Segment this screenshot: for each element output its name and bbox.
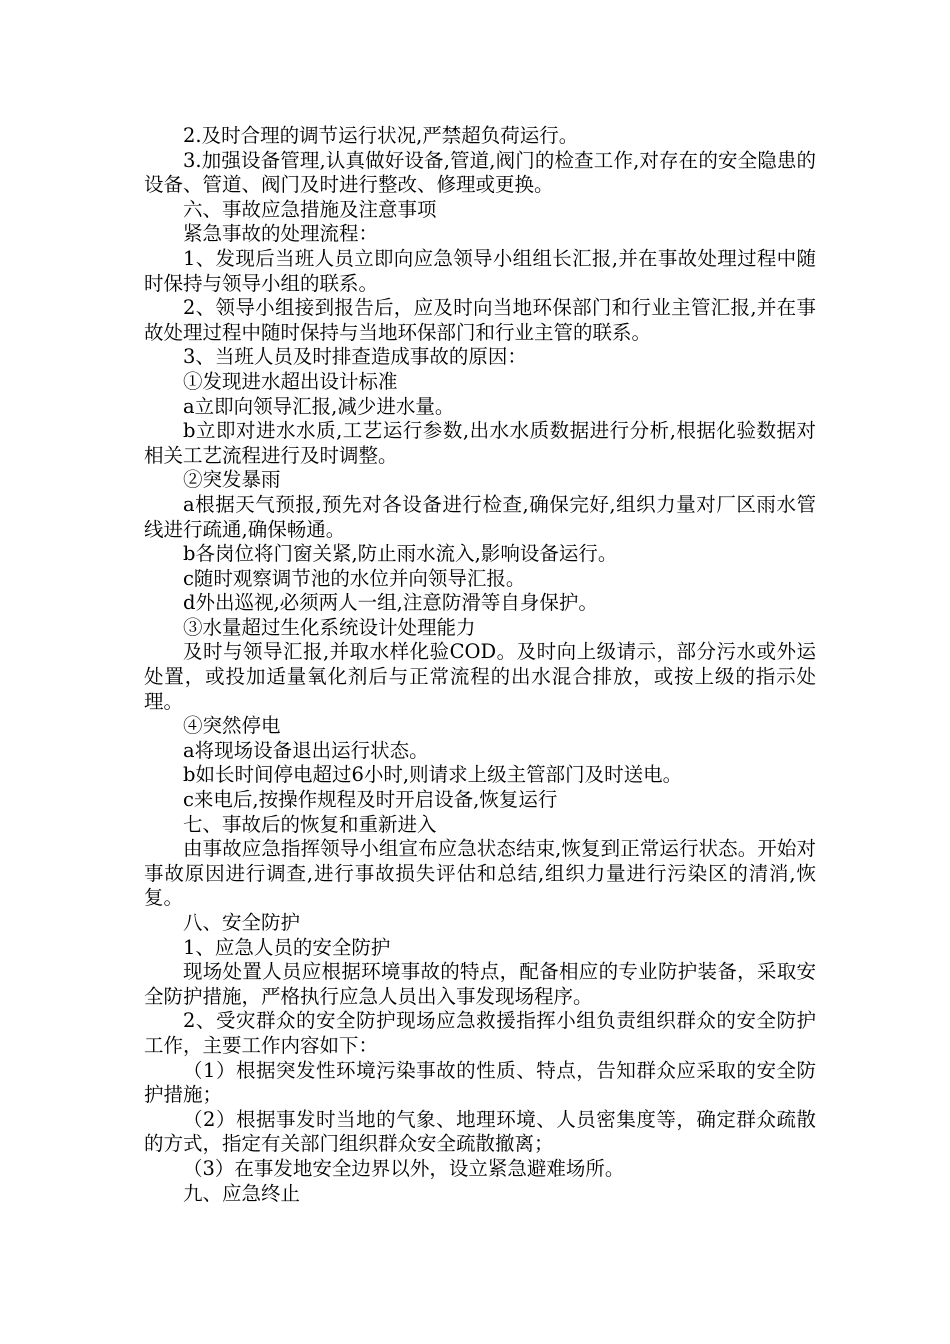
paragraph: 2、受灾群众的安全防护现场应急救援指挥小组负责组织群众的安全防护工作，主要工作内容如下： (144, 1009, 816, 1057)
paragraph: 现场处置人员应根据环境事故的特点，配备相应的专业防护装备，采取安全防护措施，严格执行应急人员出入事发现场程序。 (144, 960, 816, 1008)
paragraph: 3、当班人员及时排查造成事故的原因： (183, 345, 527, 369)
paragraph: c来电后,按操作规程及时开启设备,恢复运行 (183, 788, 558, 812)
paragraph: b如长时间停电超过6小时,则请求上级主管部门及时送电。 (183, 763, 683, 787)
paragraph: 及时与领导汇报,并取水样化验COD。及时向上级请示，部分污水或外运处置，或投加适量氧化剂后与正常流程的出水混合排放，或按上级的指示处理。 (144, 640, 816, 713)
subheading: ②突发暴雨 (183, 468, 281, 492)
paragraph: a立即向领导汇报,减少进水量。 (183, 394, 455, 418)
section-heading: 九、应急终止 (183, 1181, 301, 1205)
subheading: 1、应急人员的安全防护 (183, 935, 391, 959)
section-heading: 七、事故后的恢复和重新进入 (183, 812, 437, 836)
paragraph: a将现场设备退出运行状态。 (183, 738, 429, 762)
paragraph: （2）根据事发时当地的气象、地理环境、人员密集度等，确定群众疏散的方式，指定有关部门组织群众安全疏散撤离； (144, 1107, 816, 1156)
section-heading: 六、事故应急措施及注意事项 (183, 197, 437, 221)
paragraph: c随时观察调节池的水位并向领导汇报。 (183, 566, 526, 590)
paragraph: d外出巡视,必须两人一组,注意防滑等自身保护。 (183, 591, 598, 615)
section-heading: 八、安全防护 (183, 911, 301, 934)
paragraph: 由事故应急指挥领导小组宣布应急状态结束,恢复到正常运行状态。开始对事故原因进行调查,进行事故损失评估和总结,组织力量进行污染区的清消,恢复。 (144, 837, 816, 910)
paragraph: b各岗位将门窗关紧,防止雨水流入,影响设备运行。 (183, 542, 618, 566)
subheading: ①发现进水超出设计标准 (183, 369, 398, 393)
subheading: ③水量超过生化系统设计处理能力 (183, 615, 476, 639)
paragraph: 2、领导小组接到报告后，应及时向当地环保部门和行业主管汇报,并在事故处理过程中随时保持与当地环保部门和行业主管的联系。 (144, 296, 816, 344)
paragraph: （1）根据突发性环境污染事故的性质、特点，告知群众应采取的安全防护措施； (144, 1058, 816, 1107)
paragraph: 紧急事故的处理流程： (183, 222, 379, 246)
paragraph: 3.加强设备管理,认真做好设备,管道,阀门的检查工作,对存在的安全隐患的设备、管道、阀门及时进行整改、修理或更换。 (144, 148, 816, 197)
paragraph: 1、发现后当班人员立即向应急领导小组组长汇报,并在事故处理过程中随时保持与领导小组的联系。 (144, 246, 816, 295)
paragraph: b立即对进水水质,工艺运行参数,出水水质数据进行分析,根据化验数据对相关工艺流程进行及时调整。 (144, 419, 816, 467)
paragraph: 2.及时合理的调节运行状况,严禁超负荷运行。 (183, 124, 579, 147)
paragraph: a根据天气预报,预先对各设备进行检查,确保完好,组织力量对厂区雨水管线进行疏通,确保畅通。 (144, 492, 816, 541)
subheading: ④突然停电 (183, 714, 281, 738)
paragraph: （3）在事发地安全边界以外，设立紧急避难场所。 (183, 1156, 625, 1180)
document-body (144, 124, 816, 1206)
